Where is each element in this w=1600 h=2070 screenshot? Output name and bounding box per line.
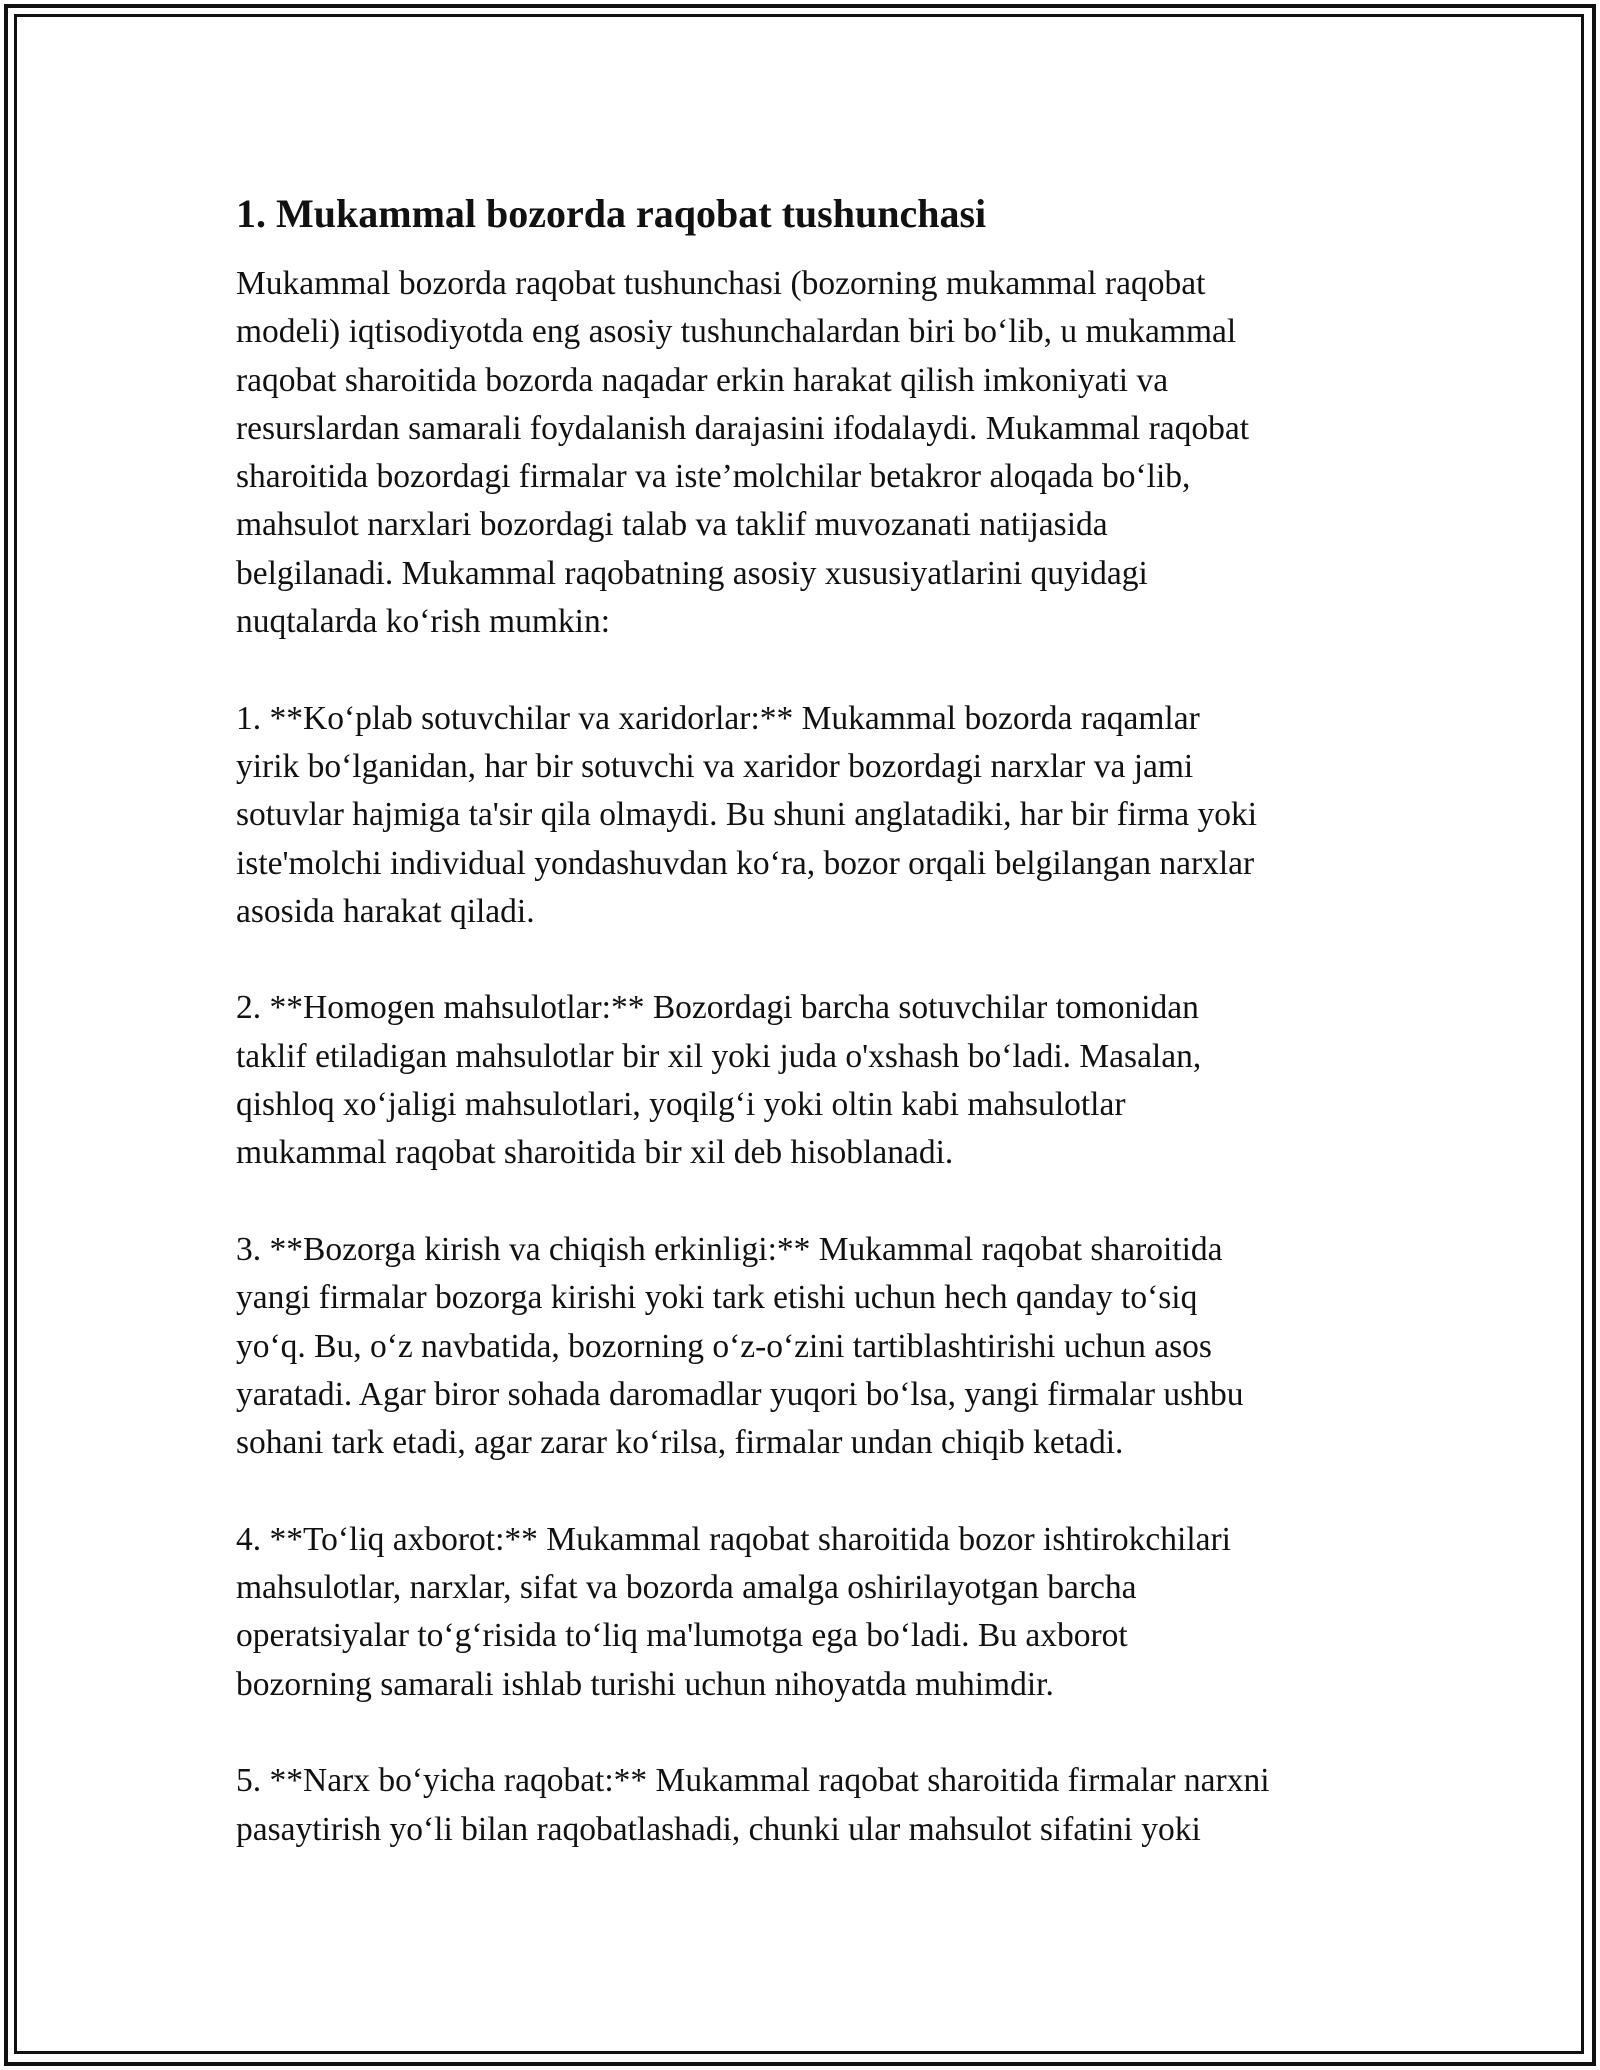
paragraph-spacer xyxy=(236,646,1386,694)
paragraph-spacer xyxy=(236,1467,1386,1515)
paragraph-spacer xyxy=(236,1178,1386,1226)
document-title: 1. Mukammal bozorda raqobat tushunchasi xyxy=(236,191,987,236)
point-paragraph-5: 5. **Narx bo‘yicha raqobat:** Mukammal raqobat sharoitida firmalar narxni pasaytirish yo‘li bilan raqobatlashadi, chunki ular mahsulot sifatini yoki xyxy=(236,1762,1270,1848)
paragraph-spacer xyxy=(236,936,1386,984)
point-paragraph-1: 1. **Ko‘plab sotuvchilar va xaridorlar:** Mukammal bozorda raqamlar yirik bo‘lganidan, har bir sotuvchi va xaridor bozordagi narxlar va jami sotuvlar hajmiga ta'sir qila olmaydi. Bu shuni anglatadiki, har bir firma yoki iste'molchi individual yondashuvdan ko‘ra, bozor orqali belgilangan narxlar asosida harakat qiladi. xyxy=(236,699,1258,930)
paragraph-spacer xyxy=(236,1709,1386,1757)
point-paragraph-2: 2. **Homogen mahsulotlar:** Bozordagi barcha sotuvchilar tomonidan taklif etiladigan mahsulotlar bir xil yoki juda o'xshash bo‘ladi. Masalan, qishloq xo‘jaligi mahsulotlari, yoqilg‘i yoki oltin kabi mahsulotlar mukammal raqobat sharoitida bir xil deb hisoblanadi. xyxy=(236,989,1202,1172)
point-paragraph-4: 4. **To‘liq axborot:** Mukammal raqobat sharoitida bozor ishtirokchilari mahsulotlar, narxlar, sifat va bozorda amalga oshirilayotgan barcha operatsiyalar to‘g‘risida to‘liq ma'lumotga ega bo‘ladi. Bu axborot bozorning samarali ishlab turishi uchun nihoyatda muhimdir. xyxy=(236,1520,1231,1703)
document-body xyxy=(236,186,1386,1854)
point-paragraph-3: 3. **Bozorga kirish va chiqish erkinligi:** Mukammal raqobat sharoitida yangi firmalar bozorga kirishi yoki tark etishi uchun hech qanday to‘siq yo‘q. Bu, o‘z navbatida, bozorning o‘z-o‘zini tartiblashtirishi uchun asos yaratadi. Agar biror sohada daromadlar yuqori bo‘lsa, yangi firmalar ushbu sohani tark etadi, agar zarar ko‘rilsa, firmalar undan chiqib ketadi. xyxy=(236,1230,1244,1462)
intro-paragraph: Mukammal bozorda raqobat tushunchasi (bozorning mukammal raqobat modeli) iqtisodiyotda eng asosiy tushunchalardan biri bo‘lib, u mukammal raqobat sharoitida bozorda naqadar erkin harakat qilish imkoniyati va resurslardan samarali foydalanish darajasini ifodalaydi. Mukammal raqobat sharoitida bozordagi firmalar va iste’molchilar betakror aloqada bo‘lib, mahsulot narxlari bozordagi talab va taklif muvozanati natijasida belgilanadi. Mukammal raqobatning asosiy xususiyatlarini quyidagi nuqtalarda ko‘rish mumkin: xyxy=(236,265,1250,641)
